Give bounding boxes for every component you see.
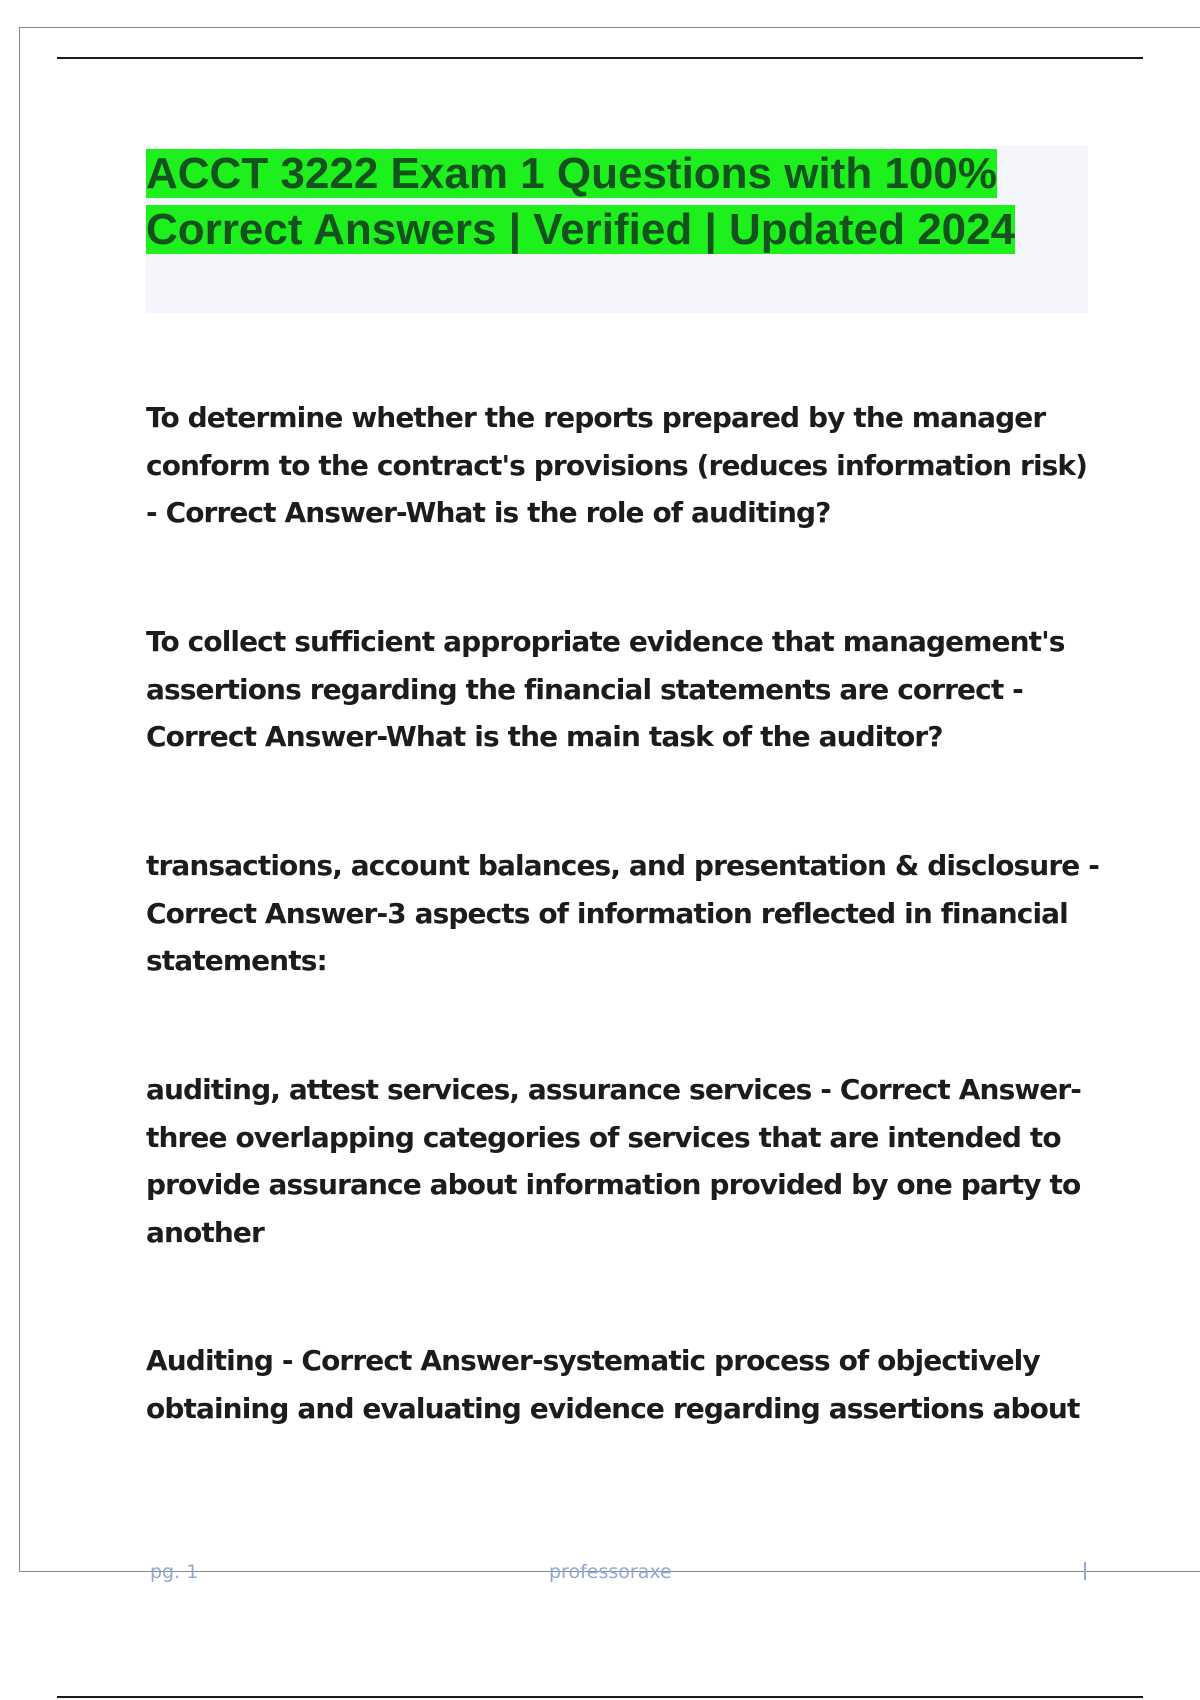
qa-entry: transactions, account balances, and presentation & disclosure - Correct Answer-3 aspects of information reflected in financial statements:: [146, 849, 1099, 977]
document-title: [146, 146, 1088, 258]
top-rule: [57, 57, 1143, 59]
qa-entry: To collect sufficient appropriate evidence that management's assertions regarding the financial statements are correct - Correct Answer-What is the main task of the auditor?: [146, 625, 1065, 753]
document-title-highlight: ACCT 3222 Exam 1 Questions with 100% Correct Answers | Verified | Updated 2024: [146, 149, 1016, 254]
footer-separator: [1084, 1562, 1086, 1580]
footer-page-number: pg. 1: [150, 1561, 199, 1583]
bottom-rule: [57, 1696, 1143, 1698]
qa-entry: auditing, attest services, assurance services - Correct Answer-three overlapping categories of services that are intended to provide assurance about information provided by one party to another: [146, 1073, 1082, 1249]
qa-entry: To determine whether the reports prepared by the manager conform to the contract's provisions (reduces information risk) - Correct Answer-What is the role of auditing?: [146, 401, 1088, 529]
footer-author: professoraxe: [549, 1561, 672, 1583]
qa-entry: Auditing - Correct Answer-systematic process of objectively obtaining and evaluating evidence regarding assertions about: [146, 1344, 1080, 1425]
